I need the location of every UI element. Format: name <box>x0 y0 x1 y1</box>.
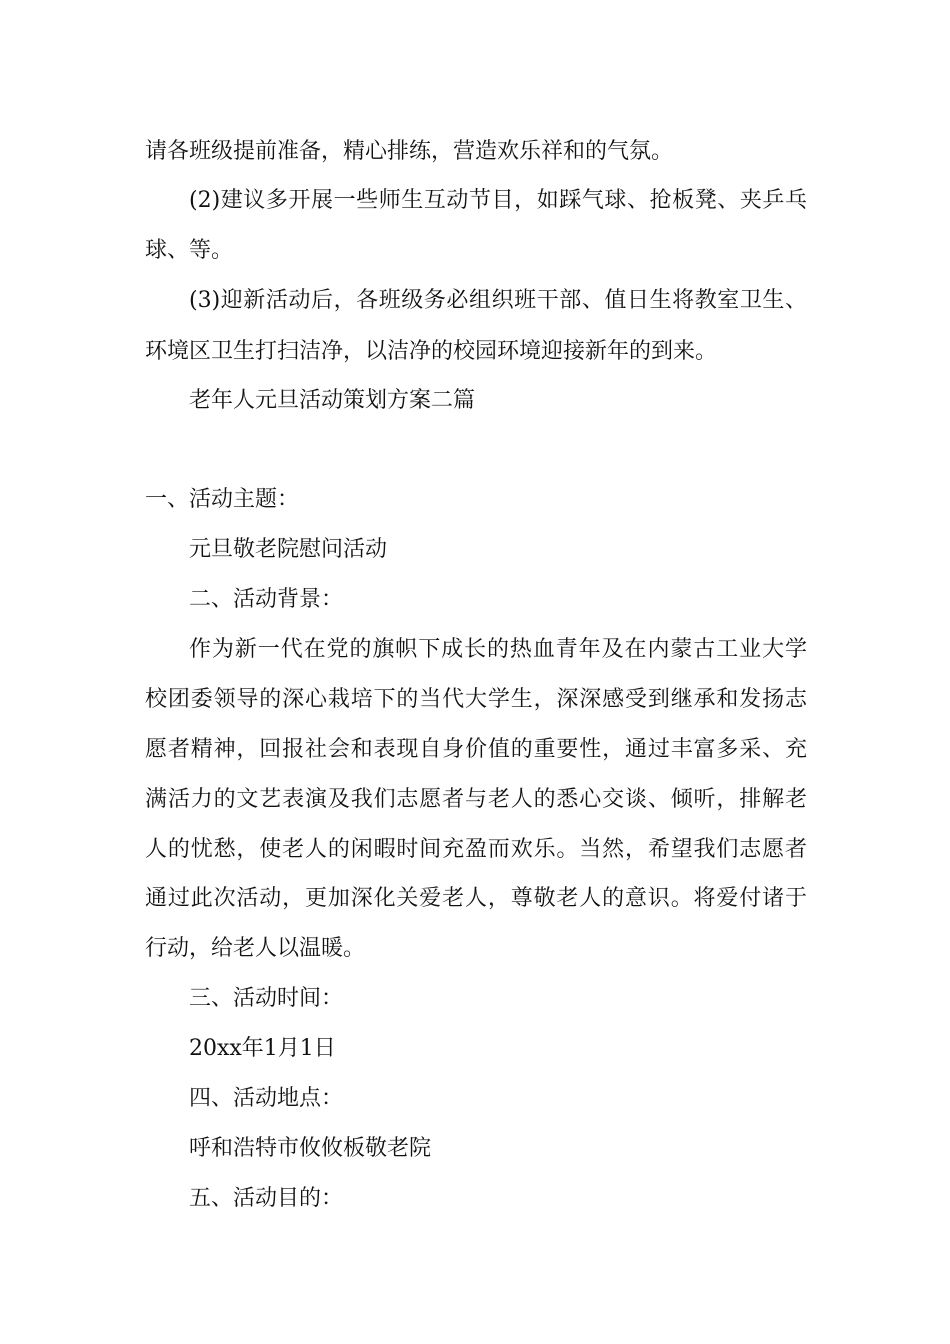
paragraph-line: 作为新一代在党的旗帜下成长的热血青年及在内蒙古工业大学 <box>189 637 807 662</box>
section-heading: 三、活动时间： <box>189 986 344 1011</box>
paragraph-line: 人的忧愁，使老人的闲暇时间充盈而欢乐。当然，希望我们志愿者 <box>145 837 807 862</box>
paragraph-line: 元旦敬老院慰问活动 <box>189 537 388 562</box>
paragraph-line: 呼和浩特市攸攸板敬老院 <box>189 1136 432 1161</box>
section-heading: 一、活动主题： <box>145 487 300 512</box>
section-heading: 五、活动目的： <box>189 1186 344 1211</box>
paragraph-line: 20xx年1月1日 <box>189 1036 336 1061</box>
section-heading: 二、活动背景： <box>189 587 344 612</box>
paragraph-line: 环境区卫生打扫洁净，以洁净的校园环境迎接新年的到来。 <box>145 339 718 364</box>
paragraph-line: 请各班级提前准备，精心排练，营造欢乐祥和的气氛。 <box>145 139 674 164</box>
paragraph-line: 愿者精神，回报社会和表现自身价值的重要性，通过丰富多采、充 <box>145 737 807 762</box>
paragraph-line: 通过此次活动，更加深化关爱老人，尊敬老人的意识。将爱付诸于 <box>145 886 807 911</box>
section-heading: 四、活动地点： <box>189 1086 344 1111</box>
paragraph-line: 球、等。 <box>145 238 234 263</box>
paragraph-line: (3)迎新活动后，各班级务必组织班干部、值日生将教室卫生、 <box>189 288 807 313</box>
paragraph-line: (2)建议多开展一些师生互动节目，如踩气球、抢板凳、夹乒乓 <box>189 188 807 213</box>
paragraph-line: 满活力的文艺表演及我们志愿者与老人的悉心交谈、倾听，排解老 <box>145 787 807 812</box>
paragraph-line: 校团委领导的深心栽培下的当代大学生，深深感受到继承和发扬志 <box>145 687 807 712</box>
section-title: 老年人元旦活动策划方案二篇 <box>189 388 476 413</box>
paragraph-line: 行动，给老人以温暖。 <box>145 936 366 961</box>
